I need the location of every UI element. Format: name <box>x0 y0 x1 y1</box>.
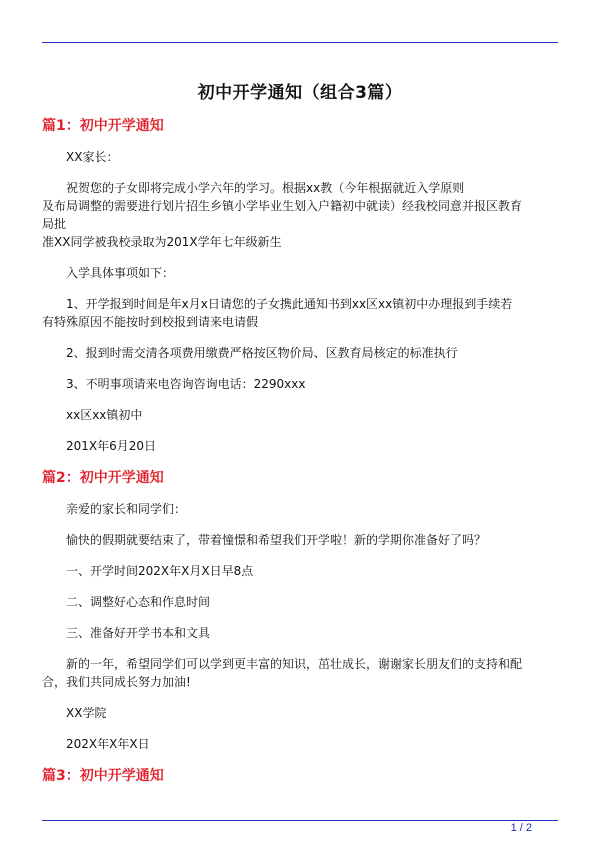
section-1-date: 201X年6月20日 <box>66 439 157 453</box>
section-1-greeting: XX家长： <box>66 150 119 164</box>
section-1-paragraph-line-1: 祝贺您的子女即将完成小学六年的学习。根据xx教（今年根据就近入学原则 <box>66 181 465 195</box>
section-1-paragraph-line-2: 及布局调整的需要进行划片招生乡镇小学毕业生划入户籍初中就读）经我校同意并报区教育局批 <box>42 199 523 231</box>
section-3-heading: 篇3：初中开学通知 <box>42 768 164 784</box>
document-title: 初中开学通知（组合3篇） <box>197 83 403 103</box>
section-2-paragraph-2: 新的一年，希望同学们可以学到更丰富的知识，茁壮成长，谢谢家长朋友们的支持和配合，我们共同成长努力加油! <box>42 657 523 689</box>
section-2-date: 202X年X年X日 <box>66 737 150 751</box>
section-1-item-1: 1、开学报到时间是年x月x日请您的子女携此通知书到xx区xx镇初中办理报到手续若有特殊原因不能按时到校报到请来电请假 <box>42 297 513 329</box>
section-1-item-3: 3、不明事项请来电咨询咨询电话：2290xxx <box>66 377 306 391</box>
section-1-paragraph <box>42 179 522 251</box>
section-2-item-2: 二、调整好心态和作息时间 <box>66 595 211 609</box>
section-2-heading: 篇2：初中开学通知 <box>42 470 164 486</box>
section-2-greeting: 亲爱的家长和同学们： <box>66 502 187 516</box>
bottom-rule <box>42 820 558 821</box>
page-number: 1 / 2 <box>510 822 532 834</box>
section-1-heading: 篇1：初中开学通知 <box>42 118 164 134</box>
section-1-item-2: 2、报到时需交清各项费用缴费严格按区物价局、区教育局核定的标准执行 <box>66 346 458 360</box>
section-1-items-intro: 入学具体事项如下： <box>66 266 175 280</box>
section-1-paragraph-line-3: 准XX同学被我校录取为201X学年七年级新生 <box>42 235 282 249</box>
section-1-signature: xx区xx镇初中 <box>66 408 143 422</box>
section-2-signature: XX学院 <box>66 706 107 720</box>
document-body <box>42 116 522 798</box>
section-2-item-1: 一、开学时间202X年X月X日早8点 <box>66 564 254 578</box>
section-2-item-3: 三、准备好开学书本和文具 <box>66 626 211 640</box>
section-2-paragraph-1: 愉快的假期就要结束了，带着憧憬和希望我们开学啦！新的学期你准备好了吗？ <box>66 533 487 547</box>
top-rule <box>42 42 558 43</box>
